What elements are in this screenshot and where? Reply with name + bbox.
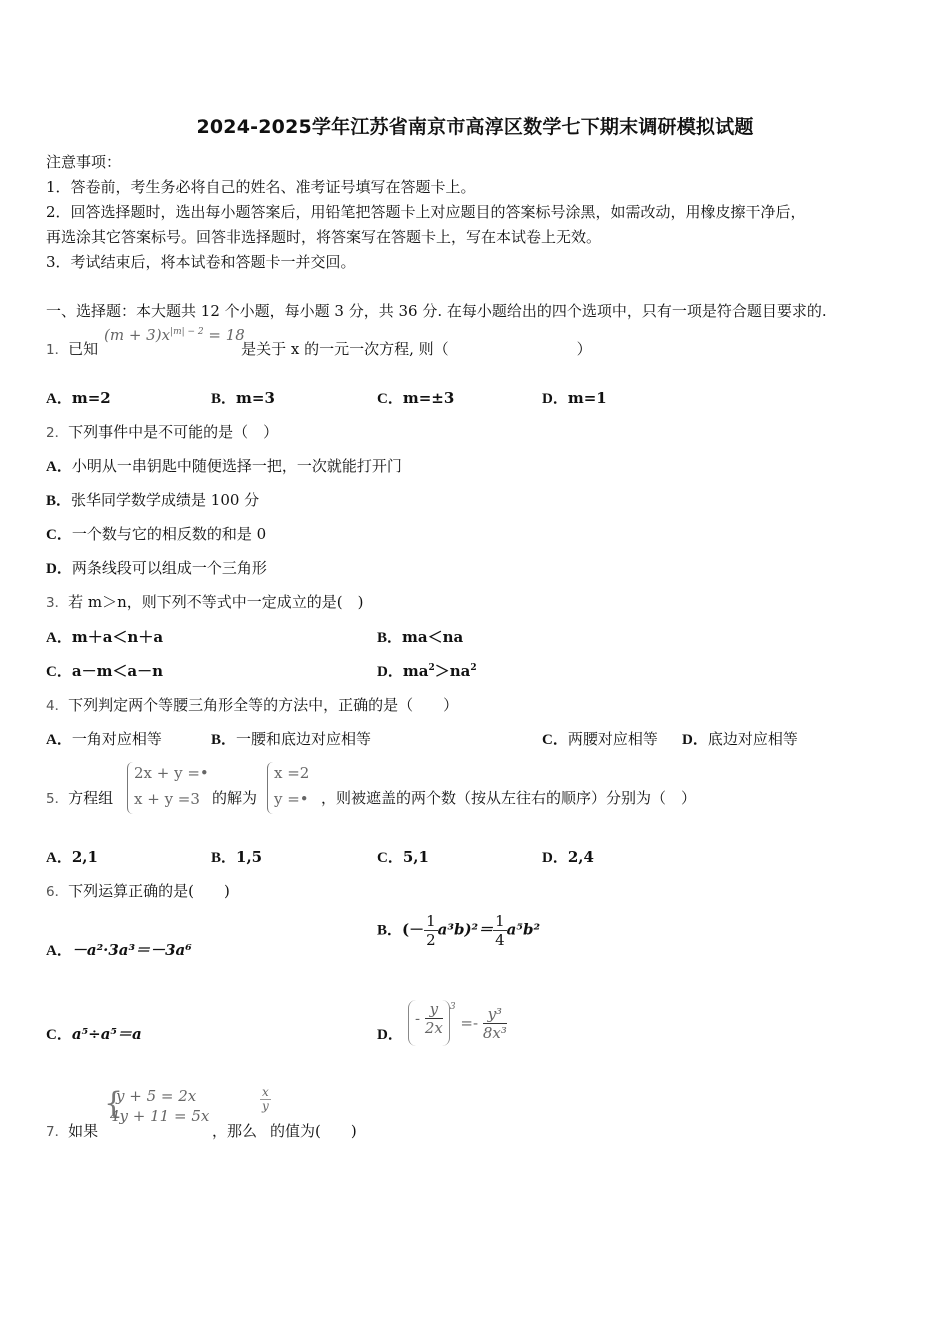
q6-option-a[interactable]: A．－a²·3a³＝－3a⁶ (46, 941, 192, 959)
q3-option-a[interactable]: A．m＋a＜n＋a (46, 628, 164, 646)
fraction: $\frac{y}{2x}$ (424, 1000, 443, 1037)
question-2: 2．下列事件中是不可能的是（ ） (46, 423, 279, 441)
q5-system-1: 2x + y =• x + y =3 (127, 762, 208, 814)
q7-post: 的值为( ) (270, 1122, 357, 1140)
q1-option-b[interactable]: B．m=3 (211, 389, 275, 407)
q6-option-c[interactable]: C．a⁵÷a⁵＝a (46, 1025, 142, 1043)
q2-option-a[interactable]: A．小明从一串钥匙中随便选择一把，一次就能打开门 (46, 457, 402, 475)
question-6: 6．下列运算正确的是( ) (46, 882, 230, 900)
q4-option-b[interactable]: B．一腰和底边对应相等 (211, 730, 372, 748)
q5-post: ，则被遮盖的两个数（按从左往右的顺序）分别为（ ） (321, 789, 697, 807)
q4-option-d[interactable]: D．底边对应相等 (682, 730, 798, 748)
q5-option-b[interactable]: B．1,5 (211, 848, 263, 866)
section-heading: 一、选择题：本大题共 12 个小题，每小题 3 分，共 36 分. 在每小题给出的四个选项中，只有一项是符合题目要求的. (46, 302, 827, 320)
q4-option-c[interactable]: C．两腰对应相等 (542, 730, 658, 748)
question-5: 5．方程组 (46, 789, 114, 807)
fraction: $\frac{1}{4}$ (495, 912, 505, 949)
q5-mid: 的解为 (212, 789, 258, 807)
q6-option-d-label[interactable]: D． (377, 1027, 403, 1043)
q4-option-a[interactable]: A．一角对应相等 (46, 730, 162, 748)
q1-option-d[interactable]: D．m=1 (542, 389, 607, 407)
q3-option-d[interactable]: D．$ma^2>na^2$ (377, 662, 477, 680)
q1-post: 是关于 x 的一元一次方程, 则（ (241, 340, 449, 358)
q1-pre: 已知 (68, 340, 99, 358)
q3-option-b[interactable]: B．ma＜na (377, 628, 464, 646)
q1-option-a[interactable]: A．m=2 (46, 389, 111, 407)
notice-item-2: 2．回答选择题时，选出每小题答案后，用铅笔把答题卡上对应题目的答案标号涂黑，如需改动，用橡皮擦干净后， (46, 203, 806, 221)
notice-item-3: 3．考试结束后，将本试卷和答题卡一并交回。 (46, 253, 356, 271)
q2-option-d[interactable]: D．两条线段可以组成一个三角形 (46, 559, 267, 577)
question-number: 1． (46, 342, 69, 358)
q7-fraction: $\frac{x}{y}$ (262, 1085, 269, 1113)
q2-option-b[interactable]: B．张华同学数学成绩是 100 分 (46, 491, 260, 509)
notice-item-1: 1．答卷前，考生务必将自己的姓名、准考证号填写在答题卡上。 (46, 178, 476, 196)
q2-option-c[interactable]: C．一个数与它的相反数的和是 0 (46, 525, 267, 543)
q5-system-2: x =2 y =• (267, 762, 324, 814)
q5-option-a[interactable]: A．2,1 (46, 848, 98, 866)
notice-heading: 注意事项： (46, 153, 122, 171)
exam-page: 2024-2025学年江苏省南京市高淳区数学七下期末调研模拟试题 注意事项： 1．答卷前，考生务必将自己的姓名、准考证号填写在答题卡上。 2．回答选择题时，选出每小题答案后，用铅笔把答题卡上对应题目的答案标号涂黑，如需改动，用橡皮擦干净后， 再选涂其它答案标号。回答非选择题时，将答案写在答题卡上，写在本试卷上无效。 3．考试结束后，将本试卷和答题卡一并交回。 一、选择题：本大题共 12 个小题，每小题 3 分，共 36 分. 在每小题给出的四个选项中，只有一项是符合题目要求的. 1．已知 是关于 x 的一元一次方程, 则（ ） $(m + 3)x^{|m| - 2} = 18$ A．m=2 B．m=3 C．m=±3 D．m=1 2．下列事件中是不可能的是（ ） A．小明从一串钥匙中随便选择一把，一次就能打开门 B．张华同学数学成绩是 100 分 C．一个数与它的相反数的和是 0 D．两条线段可以组成一个三角形 3．若 m＞n，则下列不等式中一定成立的是( ) A．m＋a＜n＋a B．ma＜na C．a－m＜a－n D．$ma^2>na^2$ 4．下列判定两个等腰三角形全等的方法中，正确的是（ ） A．一角对应相等 B．一腰和底边对应相等 C．两腰对应相等 D．底边对应相等 5．方程组 2x + y =• x + y =3 的解为 x =2 y =• ，则被遮盖的两个数（按从左往右的顺序）分别为（ ） A．2,1 B．1,5 C．5,1 D．2,4 6．下列运算正确的是( ) A．－a²·3a³＝－3a⁶ B．(－ $\frac{1}{2}$ a³b)²＝ $\frac{1}{4}$ a⁵b² C．a⁵÷a⁵＝a D． - $\frac{y}{2x}$ $^3$ =- $\frac{\text{y³}}{\text{8x³}}$ 7．如果 { y + 5 = 2x 4y + 11 = 5x ，那么 $\frac{x}{y}$ 的值为( ) (0, 0, 950, 1344)
fraction: $\frac{\text{y³}}{\text{8x³}}$ (482, 1004, 507, 1042)
page-title: 2024-2025学年江苏省南京市高淳区数学七下期末调研模拟试题 (196, 116, 754, 138)
q1-option-c[interactable]: C．m=±3 (377, 389, 455, 407)
notice-item-2-cont: 再选涂其它答案标号。回答非选择题时，将答案写在答题卡上，写在本试卷上无效。 (46, 228, 602, 246)
q5-option-c[interactable]: C．5,1 (377, 848, 429, 866)
q1-close: ） (576, 340, 592, 358)
q3-option-c[interactable]: C．a－m＜a－n (46, 662, 164, 680)
q6-option-d-expression: - $\frac{y}{2x}$ $^3$ =- $\frac{\text{y³}}{\text{8x³}}$ (408, 1000, 507, 1046)
brace-icon: { (104, 1086, 124, 1121)
question-4: 4．下列判定两个等腰三角形全等的方法中，正确的是（ ） (46, 696, 459, 714)
q5-option-d[interactable]: D．2,4 (542, 848, 594, 866)
q1-equation: $(m + 3)x^{|m| - 2} = 18$ (104, 326, 245, 344)
question-7: 7．如果 (46, 1122, 99, 1140)
q6-option-b[interactable]: B．(－ $\frac{1}{2}$ a³b)²＝ $\frac{1}{4}$ a⁵b² (377, 912, 541, 949)
fraction: $\frac{1}{2}$ (426, 912, 436, 949)
question-3: 3．若 m＞n，则下列不等式中一定成立的是( ) (46, 593, 364, 611)
q7-mid: ，那么 (212, 1122, 258, 1140)
